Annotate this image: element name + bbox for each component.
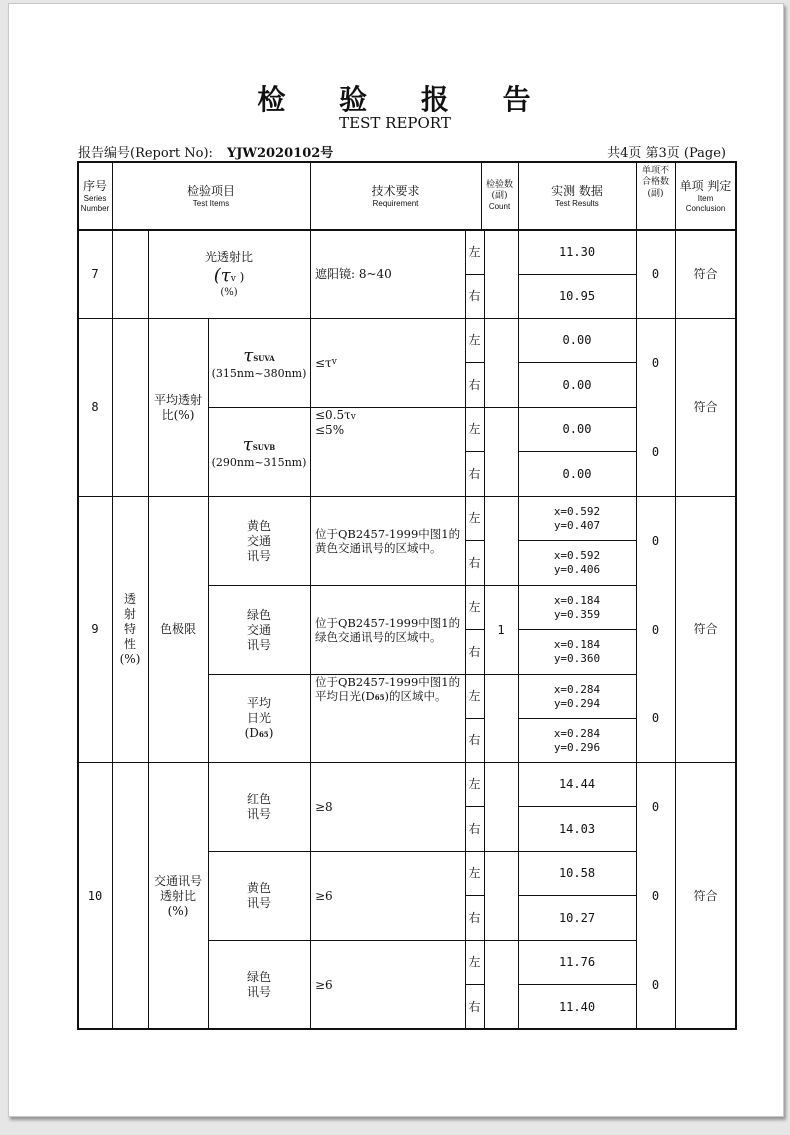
page-info: 共4页 第3页 (Page) — [607, 146, 726, 161]
row7-right-value: 10.95 — [558, 289, 596, 303]
group-char: 射 — [123, 606, 136, 621]
row9c-req-line2 — [315, 689, 446, 703]
coord-x: x=0.592 — [553, 504, 601, 518]
row9a-name-line: 黄色 — [246, 518, 271, 533]
row10b-name-line: 黄色 — [246, 881, 271, 895]
coord-y: y=0.296 — [553, 740, 601, 754]
header-result-label: 实测 数据 — [551, 183, 603, 198]
row8b-req-line1 — [315, 408, 356, 423]
row10-item: 交通讯号透射比(%) — [153, 873, 202, 918]
row10c-left-value: 11.76 — [558, 955, 596, 969]
row10-number: 10 — [87, 888, 103, 903]
row10c-requirement: ≥6 — [315, 977, 333, 992]
row9c-right-value — [518, 719, 636, 762]
row10a-fail-count: 0 — [651, 799, 660, 814]
row10b-left-label: 左 — [468, 866, 481, 880]
group-char: 性 — [123, 636, 136, 651]
row9b-left-label: 左 — [468, 600, 481, 614]
coord-x: x=0.592 — [553, 549, 601, 563]
row10c-fail-count: 0 — [651, 977, 660, 992]
report-number-line — [78, 142, 333, 161]
row9a-name-line: 讯号 — [246, 548, 271, 563]
d-subscript: 65 — [258, 730, 269, 739]
header-count-l1: 检验数 — [485, 179, 513, 190]
row7-conclusion: 符合 — [693, 267, 718, 281]
header-count — [481, 163, 518, 229]
row7-item-unit: (%) — [220, 287, 238, 298]
row8a-req-sub: v — [331, 357, 337, 368]
bracket-close: ) — [268, 726, 274, 740]
row8a-requirement — [310, 319, 465, 407]
row8b-req-text: ≤0.5τ — [315, 408, 351, 422]
tau-subscript: SUVB — [252, 442, 276, 452]
row7-left-value: 11.30 — [558, 245, 596, 259]
row10-conclusion: 符合 — [693, 888, 718, 903]
coord-x: x=0.284 — [553, 682, 601, 696]
d-label: (D — [244, 726, 259, 740]
row8-item: 平均透射比(%) — [153, 392, 202, 422]
report-number: YJW2020102号 — [226, 146, 334, 161]
row9a-fail-count: 0 — [651, 533, 660, 548]
coord-x: x=0.284 — [553, 726, 601, 740]
row9b-left-value — [518, 586, 636, 629]
row9a-right-value — [518, 541, 636, 585]
row9-number: 9 — [91, 622, 99, 636]
row10c-name-line: 绿色 — [246, 970, 271, 984]
header-concl-label: 单项 判定 — [679, 178, 732, 193]
report-number-label: 报告编号(Report No): — [78, 146, 213, 161]
row9c-left-label: 左 — [468, 689, 481, 703]
row7-item-name: 光透射比 — [204, 249, 253, 264]
row10a-requirement: ≥8 — [315, 799, 333, 814]
row8a-subitem — [208, 319, 310, 407]
row9c-right-label: 右 — [468, 733, 481, 747]
row8b-symbol — [243, 434, 275, 457]
row9b-requirement: 位于QB2457-1999中图1的绿色交通讯号的区域中。 — [315, 615, 461, 644]
row7-fail-count: 0 — [651, 267, 660, 281]
row10b-right-label: 右 — [468, 910, 481, 925]
row9a-subitem — [208, 497, 310, 585]
coord-x: x=0.184 — [553, 638, 601, 652]
row10c-name-line: 讯号 — [246, 985, 271, 999]
row10b-name-line: 讯号 — [246, 896, 271, 910]
row9-conclusion: 符合 — [693, 622, 718, 636]
group-char: 透 — [123, 591, 136, 606]
coord-x: x=0.184 — [553, 593, 601, 607]
header-count-l2: (副) — [491, 191, 508, 201]
coord-y: y=0.406 — [553, 563, 601, 576]
count-value: 1 — [497, 623, 505, 637]
coord-y: y=0.294 — [553, 696, 601, 710]
row10a-name-line: 讯号 — [246, 807, 271, 821]
row9c-left-value — [518, 675, 636, 718]
row8a-fail-count: 0 — [651, 355, 660, 370]
tau-symbol: τ — [243, 344, 254, 366]
row8b-right-label: 右 — [468, 466, 481, 481]
row9b-name-line: 交通 — [246, 622, 271, 637]
header-fail-l3: (副) — [647, 188, 664, 199]
header-concl-en1: Item — [697, 193, 714, 203]
row8a-req-text: ≤τ — [315, 355, 332, 370]
row10a-left-label: 左 — [468, 777, 481, 791]
row9c-req-line1: 位于QB2457-1999中图1的 — [315, 675, 461, 689]
header-results — [518, 163, 636, 229]
row10b-subitem — [208, 852, 310, 940]
row9a-name-line: 交通 — [246, 533, 271, 548]
group-char: (%) — [119, 651, 141, 666]
row9a-requirement: 位于QB2457-1999中图1的黄色交通讯号的区域中。 — [315, 526, 461, 555]
row7-left-label: 左 — [468, 245, 481, 259]
row10c-subitem — [208, 941, 310, 1029]
tau-symbol: (τ — [213, 264, 231, 286]
row8b-requirement — [310, 408, 465, 496]
row8a-symbol — [243, 345, 274, 368]
row8a-right-label: 右 — [468, 377, 481, 392]
row9c-req-text: 平均日光(D — [315, 689, 375, 704]
row10a-left-value: 14.44 — [558, 777, 596, 791]
tau-symbol: τ — [242, 433, 253, 455]
row8-conclusion: 符合 — [693, 400, 718, 414]
row8b-right-value: 0.00 — [562, 466, 592, 481]
row9c-req-end: )的区域中。 — [384, 689, 447, 704]
row10b-left-value: 10.58 — [558, 866, 596, 880]
tau-subscript: SUVA — [253, 353, 275, 363]
row8b-subitem — [208, 408, 310, 496]
header-fail-count — [636, 163, 675, 203]
row9b-name-line: 讯号 — [246, 637, 271, 652]
row9b-right-value — [518, 630, 636, 674]
row9a-right-label: 右 — [468, 555, 481, 570]
header-seq — [78, 163, 112, 229]
header-fail-l2: 合格数 — [641, 177, 669, 188]
row9c-name-line — [245, 726, 274, 741]
row8-number: 8 — [91, 400, 99, 414]
row7-item-symbol — [214, 265, 245, 288]
report-subtitle: TEST REPORT — [339, 114, 451, 132]
row7-item — [148, 231, 310, 318]
row10b-fail-count: 0 — [651, 888, 660, 903]
header-fail-l1: 单项不 — [641, 166, 669, 177]
row9c-name-line: 平均 — [246, 696, 271, 710]
row9b-right-label: 右 — [468, 644, 481, 659]
row8b-req-line2: ≤5% — [315, 423, 345, 438]
header-req-label: 技术要求 — [371, 183, 420, 198]
row8a-range: (315nm~380nm) — [211, 367, 307, 381]
row9c-subitem — [208, 675, 310, 762]
bracket-close: ) — [235, 269, 245, 284]
row9b-fail-count: 0 — [651, 622, 660, 637]
row9-item: 色极限 — [159, 622, 196, 636]
row7-right-label: 右 — [468, 289, 481, 303]
header-req-en: Requirement — [372, 198, 419, 208]
row9b-name-line: 绿色 — [246, 607, 271, 622]
d-subscript: 65 — [374, 693, 385, 703]
row8b-fail-count: 0 — [651, 444, 660, 459]
row8a-left-label: 左 — [468, 333, 481, 347]
row8a-right-value: 0.00 — [562, 377, 592, 392]
row9c-fail-count: 0 — [651, 711, 660, 725]
row8b-range: (290nm~315nm) — [211, 456, 307, 470]
header-concl-en2: Conclusion — [685, 203, 726, 213]
coord-y: y=0.360 — [553, 652, 601, 665]
row8b-left-label: 左 — [468, 422, 481, 436]
coord-y: y=0.407 — [553, 518, 601, 532]
header-item-en: Test Items — [192, 198, 230, 208]
row8b-left-value: 0.00 — [562, 422, 592, 436]
row9a-left-value — [518, 497, 636, 540]
row8b-req-sub: v — [350, 412, 356, 422]
header-count-en: Count — [488, 202, 511, 212]
row10a-subitem — [208, 763, 310, 851]
row9c-requirement — [310, 675, 465, 762]
group-char: 特 — [123, 621, 136, 636]
row10a-right-label: 右 — [468, 821, 481, 836]
group-transmission — [112, 496, 148, 762]
row9a-left-label: 左 — [468, 511, 481, 525]
row10a-right-value: 14.03 — [558, 821, 596, 836]
row10b-right-value: 10.27 — [558, 910, 596, 925]
header-requirement — [310, 163, 481, 229]
row10a-name-line: 红色 — [246, 792, 271, 806]
header-test-items — [112, 163, 310, 229]
row8a-left-value: 0.00 — [562, 333, 592, 347]
row10b-requirement: ≥6 — [315, 888, 333, 903]
row10c-left-label: 左 — [468, 955, 481, 969]
row10c-right-label: 右 — [468, 999, 481, 1014]
row7-requirement: 遮阳镜: 8~40 — [315, 267, 392, 281]
row7-number: 7 — [91, 267, 99, 281]
report-title: 检 验 报 告 — [257, 83, 553, 116]
row9b-subitem — [208, 586, 310, 674]
tau-subscript: v — [230, 273, 236, 284]
row10c-right-value: 11.40 — [558, 999, 596, 1014]
header-result-en: Test Results — [555, 198, 599, 208]
header-seq-label: 序号 — [82, 178, 107, 193]
header-seq-en2: Number — [80, 203, 110, 213]
header-item-label: 检验项目 — [186, 183, 235, 198]
row9c-name-line: 日光 — [246, 711, 271, 725]
header-conclusion — [675, 163, 736, 229]
coord-y: y=0.359 — [553, 607, 601, 621]
header-seq-en1: Series — [83, 193, 107, 203]
